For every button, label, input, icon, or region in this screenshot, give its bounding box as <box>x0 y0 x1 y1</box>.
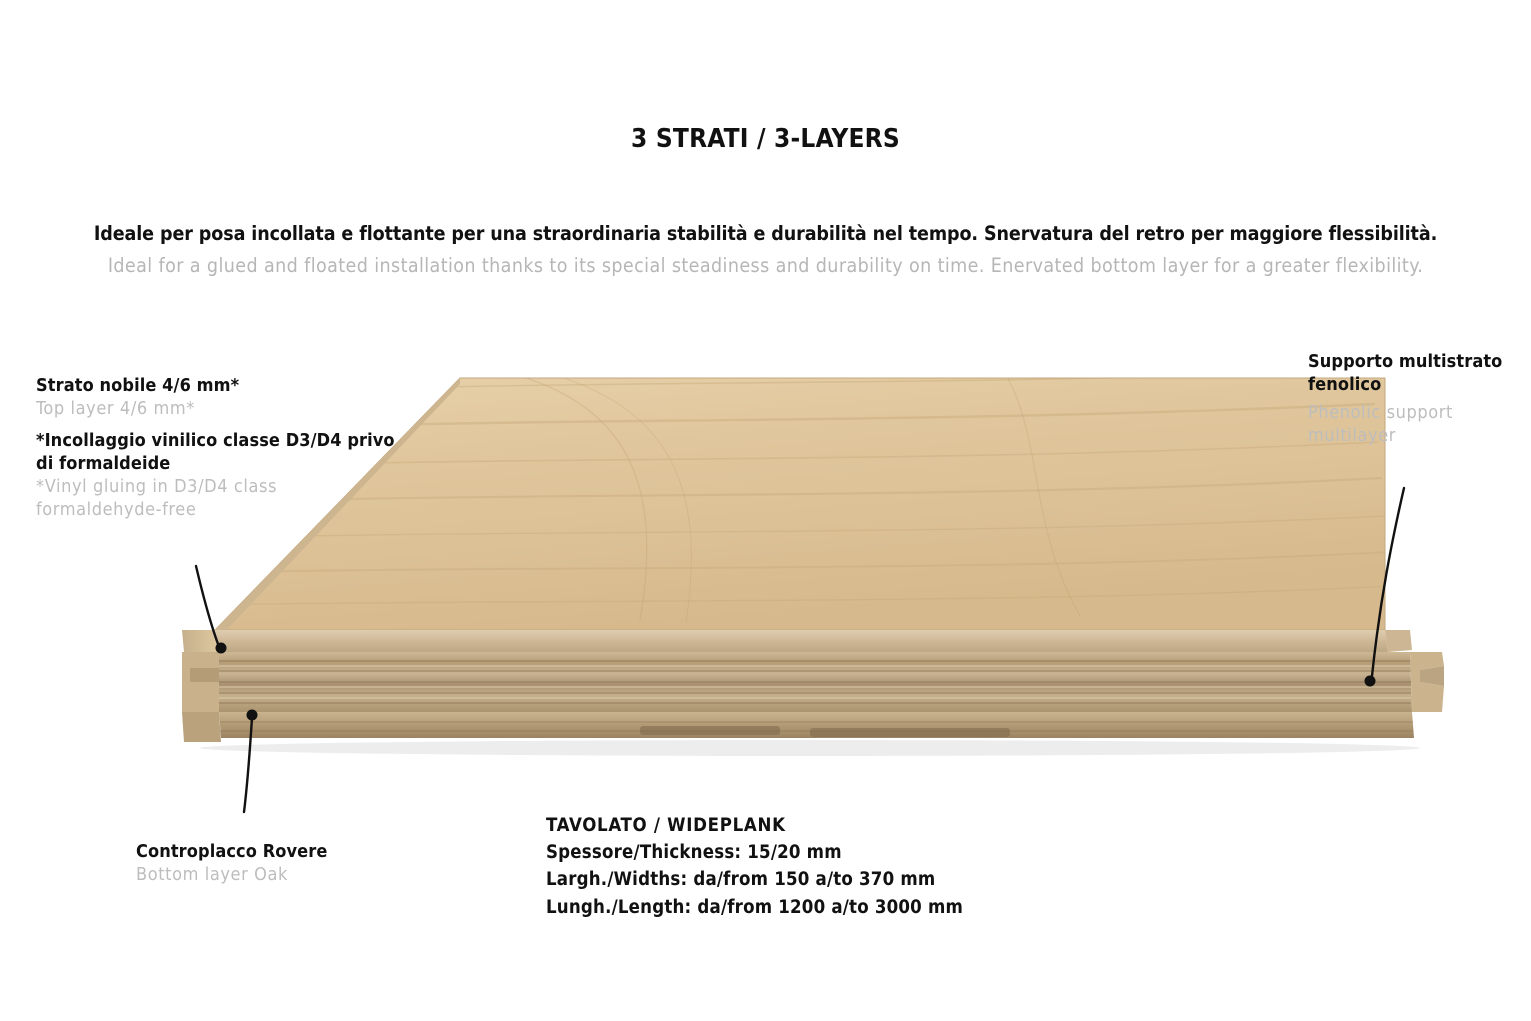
specification-block <box>546 812 1066 921</box>
callout-support-it: Supporto multistrato fenolico <box>1308 351 1503 396</box>
callout-bottom-layer <box>136 840 466 886</box>
callout-bottom-layer-it: Controplacco Rovere <box>136 841 328 862</box>
callout-top-layer <box>36 374 396 521</box>
spec-thickness: Spessore/Thickness: 15/20 mm <box>546 842 842 864</box>
callout-support-en: Phenolic support multilayer <box>1308 402 1453 447</box>
groove-profile-left <box>182 652 219 712</box>
callout-top-layer-it-2: *Incollaggio vinilico classe D3/D4 privo di formaldeide <box>36 430 395 475</box>
callout-bottom-layer-en: Bottom layer Oak <box>136 864 288 886</box>
top-layer-edge <box>215 630 1412 652</box>
callout-support <box>1308 350 1523 447</box>
spec-length: Lungh./Length: da/from 1200 a/to 3000 mm <box>546 896 964 918</box>
callout-top-layer-en-1: Top layer 4/6 mm* <box>36 398 195 420</box>
subtitle-english: Ideal for a glued and floated installation thanks to its special steadiness and durability on time. Enervated bottom layer for a greater flexibility. <box>107 254 1424 277</box>
callout-top-layer-it-1: Strato nobile 4/6 mm* <box>36 375 240 396</box>
spec-title: TAVOLATO / WIDEPLANK <box>546 815 786 836</box>
subtitle-italian: Ideale per posa incollata e flottante per una straordinaria stabilità e durabilità nel tempo. Snervatura del retro per maggiore flessibilità. <box>93 222 1438 245</box>
page-title: 3 STRATI / 3-LAYERS <box>631 124 900 154</box>
callout-top-layer-en-2: *Vinyl gluing in D3/D4 class formaldehyde-free <box>36 476 278 521</box>
spec-widths: Largh./Widths: da/from 150 a/to 370 mm <box>546 869 936 891</box>
tongue-profile-right <box>1410 652 1444 712</box>
bottom-layer <box>182 712 1414 742</box>
multilayer-core <box>217 652 1412 712</box>
